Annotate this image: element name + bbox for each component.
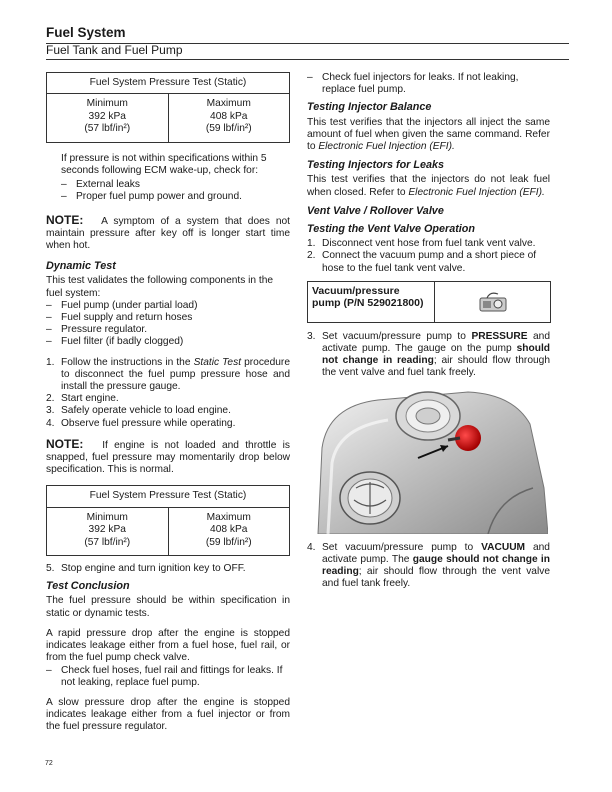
paragraph: This test verifies that the injectors do not leak fuel when closed. Refer to Electronic Fuel Injection (EFI). — [307, 174, 550, 198]
list-item: – Proper fuel pump power and ground. — [61, 191, 290, 203]
paragraph: This test validates the following components in the fuel system: — [46, 275, 274, 299]
note — [46, 438, 290, 477]
paragraph: A slow pressure drop after the engine is stopped indicates leakage either from a fuel injector or from the fuel pressure regulator. — [46, 696, 290, 733]
subheading: Testing Injectors for Leaks — [307, 159, 444, 172]
max-psi: (59 lbf/in²) — [205, 536, 252, 548]
list-item: – Check fuel hoses, fuel rail and fittings for leaks. If not leaking, replace fuel pump. — [46, 665, 290, 689]
max-kpa: 408 kPa — [210, 524, 248, 536]
list-item: – External leaks — [61, 179, 290, 191]
list-item: – Check fuel injectors for leaks. If not leaking, replace fuel pump. — [307, 72, 550, 96]
min-kpa: 392 kPa — [88, 524, 126, 536]
note-label: NOTE: — [46, 436, 84, 451]
note-label: NOTE: — [46, 212, 84, 227]
step: 3. Safely operate vehicle to load engine. — [46, 405, 231, 417]
table-cell-maximum — [168, 508, 290, 556]
table-cell-minimum — [47, 508, 168, 556]
min-label: Minimum — [86, 511, 128, 523]
list-item: – Fuel pump (under partial load) — [46, 300, 290, 312]
list-item: – Fuel supply and return hoses — [46, 312, 290, 324]
table-title: Fuel System Pressure Test (Static) — [47, 73, 289, 94]
section-subtitle: Fuel Tank and Fuel Pump — [46, 43, 183, 57]
subheading: Dynamic Test — [46, 260, 116, 273]
page-number: 72 — [45, 760, 53, 767]
step: 2. Connect the vacuum pump and a short piece of hose to the fuel tank vent valve. — [307, 250, 537, 274]
subheading: Testing Injector Balance — [307, 101, 432, 114]
note-text: A symptom of a system that does not maintain pressure after key off is longer start time when hot. — [46, 215, 290, 251]
step: 1. Disconnect vent hose from fuel tank vent valve. — [307, 238, 536, 250]
paragraph: This test verifies that the injectors all inject the same amount of fuel when given the same command. Refer to Electronic Fuel Injection (EFI). — [307, 116, 550, 153]
step: 5. Stop engine and turn ignition key to OFF. — [46, 563, 246, 575]
max-psi: (59 lbf/in²) — [205, 123, 252, 135]
right-column — [307, 72, 550, 590]
min-psi: (57 lbf/in²) — [84, 123, 131, 135]
step: 1. Follow the instructions in the Static Test procedure to disconnect the fuel pump pressure hose and install the pressure gauge. — [46, 356, 290, 392]
subheading: Vent Valve / Rollover Valve — [307, 204, 444, 217]
min-label: Minimum — [86, 98, 128, 110]
table-cell-minimum — [47, 94, 168, 142]
step: 2. Start engine. — [46, 393, 119, 405]
vacuum-pump-icon — [435, 282, 550, 322]
paragraph: If pressure is not within specifications within 5 seconds following ECM wake-up, check for: — [61, 152, 267, 176]
tool-label: Vacuum/pressure pump (P/N 529021800) — [308, 282, 435, 322]
min-kpa: 392 kPa — [88, 110, 126, 122]
left-column — [46, 72, 290, 734]
pressure-spec-table — [46, 72, 290, 143]
table-title: Fuel System Pressure Test (Static) — [47, 486, 289, 507]
list-item: – Fuel filter (if badly clogged) — [46, 336, 290, 348]
max-label: Maximum — [206, 511, 251, 523]
paragraph: A rapid pressure drop after the engine is stopped indicates leakage either from a fuel hose, fuel rail, or from the fuel pump check valve. — [46, 627, 290, 664]
max-kpa: 408 kPa — [210, 110, 248, 122]
note-text: If engine is not loaded and throttle is snapped, fuel pressure may momentarily drop below specification. This is normal. — [46, 439, 290, 476]
step: 4. Set vacuum/pressure pump to VACUUM and activate pump. The gauge should not change in reading; air should flow through the vent valve and fuel tank freely. — [307, 541, 550, 590]
step: 4. Observe fuel pressure while operating. — [46, 417, 236, 429]
max-label: Maximum — [206, 98, 251, 110]
min-psi: (57 lbf/in²) — [84, 536, 131, 548]
tool-table — [307, 281, 551, 323]
note — [46, 214, 290, 253]
subheading: Testing the Vent Valve Operation — [307, 223, 475, 236]
list-item: – Pressure regulator. — [46, 324, 290, 336]
section-title: Fuel System — [46, 25, 126, 40]
pressure-spec-table — [46, 485, 290, 556]
table-cell-maximum — [168, 94, 290, 142]
paragraph: The fuel pressure should be within specification in static or dynamic tests. — [46, 595, 290, 619]
subheading: Test Conclusion — [46, 580, 130, 593]
step: 3. Set vacuum/pressure pump to PRESSURE and activate pump. The gauge on the pump should not change in reading; air should flow through the vent valve and fuel tank freely. — [307, 330, 550, 379]
fuel-tank-photo — [308, 388, 550, 534]
header-rule — [46, 59, 569, 60]
